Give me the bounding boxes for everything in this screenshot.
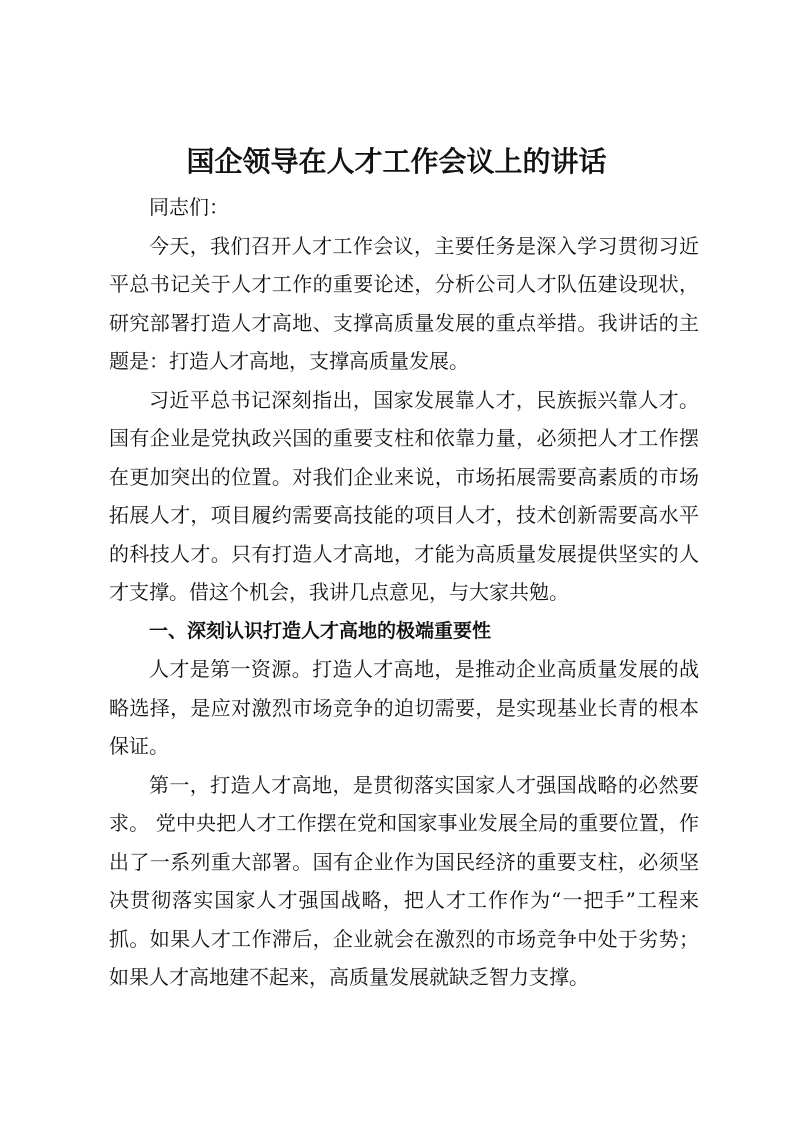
document-body: [109, 188, 699, 997]
section-paragraph: 第一，打造人才高地，是贯彻落实国家人才强国战略的必然要求。 党中央把人才工作摆在党和国家事业发展全局的重要位置，作出了一系列重大部署。国有企业作为国民经济的重要支柱，必须坚决贯彻落实国家人才强国战略，把人才工作作为“一把手”工程来抓。如果人才工作滞后，企业就会在激烈的市场竞争中处于劣势；如果人才高地建不起来，高质量发展就缺乏智力支撑。: [109, 772, 699, 989]
document-title: 国企领导在人才工作会议上的讲话: [186, 145, 607, 178]
salutation: 同志们：: [149, 195, 229, 219]
section-paragraph: 人才是第一资源。打造人才高地，是推动企业高质量发展的战略选择，是应对激烈市场竞争的迫切需要，是实现基业长青的根本保证。: [109, 657, 699, 758]
intro-paragraph: 习近平总书记深刻指出，国家发展靠人才，民族振兴靠人才。国有企业是党执政兴国的重要支柱和依靠力量，必须把人才工作摆在更加突出的位置。对我们企业来说，市场拓展需要高素质的市场拓展人才，项目履约需要高技能的项目人才，技术创新需要高水平的科技人才。只有打造人才高地，才能为高质量发展提供坚实的人才支撑。借这个机会，我讲几点意见，与大家共勉。: [109, 387, 699, 604]
section-heading: 一、深刻认识打造人才高地的极端重要性: [149, 619, 492, 642]
intro-paragraph: 今天，我们召开人才工作会议，主要任务是深入学习贯彻习近平总书记关于人才工作的重要论述，分析公司人才队伍建设现状，研究部署打造人才高地、支撑高质量发展的重点举措。我讲话的主题是：打造人才高地，支撑高质量发展。: [109, 233, 699, 373]
